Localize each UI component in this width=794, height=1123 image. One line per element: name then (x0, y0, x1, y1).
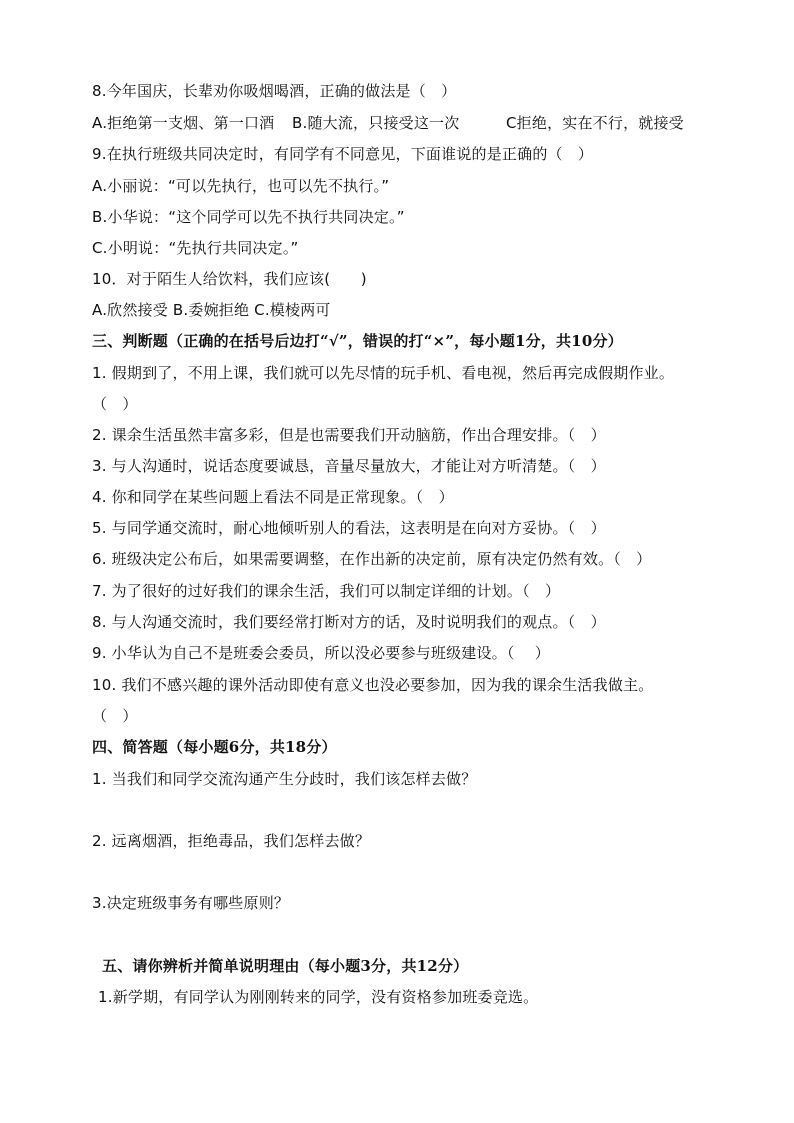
section3-item-3: 3. 与人沟通时，说话态度要诚恳，音量尽量放大，才能让对方听清楚。（ ） (92, 457, 606, 475)
section4-q2: 2. 远离烟酒，拒绝毒品，我们怎样去做？ (92, 832, 371, 850)
section5-q1: 1.新学期，有同学认为刚刚转来的同学，没有资格参加班委竞选。 (98, 988, 539, 1006)
section3-item-2: 2. 课余生活虽然丰富多彩，但是也需要我们开动脑筋，作出合理安排。（ ） (92, 426, 606, 444)
section3-item-10: 10. 我们不感兴趣的课外活动即使有意义也没必要参加，因为我的课余生活我做主。 (92, 676, 654, 694)
section3-item-1: 1. 假期到了，不用上课，我们就可以先尽情的玩手机、看电视，然后再完成假期作业。 (92, 364, 675, 382)
section4-q1: 1. 当我们和同学交流沟通产生分歧时，我们该怎样去做？ (92, 770, 477, 788)
q9-stem: 9.在执行班级共同决定时，有同学有不同意见，下面谁说的是正确的（ ） (92, 145, 594, 163)
q10-stem: 10．对于陌生人给饮料，我们应该( ) (92, 270, 367, 288)
q8-stem: 8.今年国庆，长辈劝你吸烟喝酒，正确的做法是（ ） (92, 82, 457, 100)
q8-option-a: A.拒绝第一支烟、第一口酒 (92, 114, 275, 132)
section3-item-9: 9. 小华认为自己不是班委会委员，所以没必要参与班级建设。（ ） (92, 644, 550, 662)
section3-item-6: 6. 班级决定公布后，如果需要调整，在作出新的决定前，原有决定仍然有效。（ ） (92, 550, 652, 568)
q9-option-c: C.小明说：“先执行共同决定。” (92, 239, 299, 257)
section4-q3: 3.决定班级事务有哪些原则？ (92, 894, 290, 912)
section3-item-5: 5. 与同学通交流时，耐心地倾听别人的看法，这表明是在向对方妥协。（ ） (92, 519, 606, 537)
q10-options: A.欣然接受 B.委婉拒绝 C.模棱两可 (92, 301, 331, 319)
q8-option-c: C拒绝，实在不行，就接受 (506, 114, 684, 132)
section3-item-1-bracket: （ ） (92, 395, 138, 413)
section5-title: 五、请你辨析并简单说明理由（每小题3分，共12分） (102, 957, 469, 975)
section3-item-7: 7. 为了很好的过好我们的课余生活，我们可以制定详细的计划。（ ） (92, 582, 561, 600)
section4-title: 四、简答题（每小题6分，共18分） (92, 738, 337, 756)
section3-item-4: 4. 你和同学在某些问题上看法不同是正常现象。（ ） (92, 488, 454, 506)
q8-option-b: B.随大流，只接受这一次 (292, 114, 460, 132)
q9-option-b: B.小华说：“这个同学可以先不执行共同决定。” (92, 208, 405, 226)
q8-options (92, 112, 734, 134)
section3-item-8: 8. 与人沟通交流时，我们要经常打断对方的话，及时说明我们的观点。（ ） (92, 613, 606, 631)
section3-title: 三、判断题（正确的在括号后边打“√”，错误的打“×”，每小题1分，共10分） (92, 332, 623, 350)
section3-item-10-bracket: （ ） (92, 707, 138, 725)
q9-option-a: A.小丽说：“可以先执行，也可以先不执行。” (92, 177, 390, 195)
